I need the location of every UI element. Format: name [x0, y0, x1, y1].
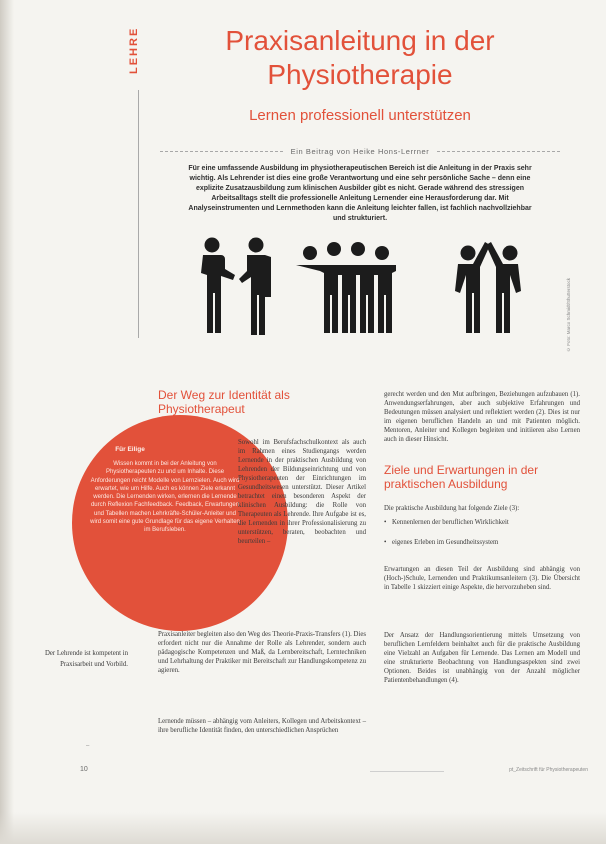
body-paragraph: gerecht werden und den Mut aufbringen, Beziehungen aufzubauen (1). Anwendungserfahrungen, aber auch subjektive Erfahrungen und Bedeutungen müssen analysiert und reflektiert werden (2). Dies ist nur im eigenen beruflichen Handeln an und mit Patienten möglich. Mentoren, Anleiter und Kollegen begleiten und initiieren also Lernen auch in dieser Hinsicht. [384, 391, 580, 443]
article-subtitle: Lernen professionell unterstützen [249, 107, 471, 124]
article-title: Praxisanleitung in der Physiotherapie [225, 25, 495, 90]
footer-rule [370, 771, 444, 772]
high-five-figures-icon [455, 242, 521, 333]
lead-paragraph: Für eine umfassende Ausbildung im physiotherapeutischen Bereich ist die Anleitung in der Praxis sehr wichtig. Als Lehrender ist dies eine große Verantwortung und eine sehr persönliche Sache – denn eine explizite Zusatzausbildung zum klinischen Ausbilder gibt es nicht. Gerade während des stressigen Arbeitsalltags stellt die professionelle Anleitung Lernender eine Herausforderung dar. Mit Analyseinstrumenten und Lernmethoden kann die Anleitung leichter fallen, ist fachlich nachvollziehbar und strukturiert. [188, 165, 532, 222]
pull-quote: Der Lehrende ist kompetent in Praxisarbeit und Vorbild. [44, 650, 128, 668]
author-byline: Ein Beitrag von Heike Hons-Lerrner [290, 146, 430, 156]
handshake-figures-icon [201, 238, 271, 336]
goals-list [384, 518, 580, 558]
section-heading-goals: Ziele und Erwartungen in der praktischen Ausbildung [384, 463, 539, 491]
list-item: • Kennenlernen der beruflichen Wirklichkeit [384, 518, 580, 527]
page-number: 10 [80, 766, 88, 773]
body-paragraph: Erwartungen an diesen Teil der Ausbildung sind abhängig von (Hoch-)Schule, Lernenden und Praktikumsanleitern (3). Die Übersicht in Tabelle 1 skizziert einige Aspekte, die hervorzuheben sind. [384, 566, 580, 591]
body-paragraph: Sowohl im Berufsfachschulkontext als auch im Rahmen eines Studiengangs werden Lernende in der praktischen Ausbildung von Lehrenden der Bildungseinrichtung und von Physiotherapeuten der Einrichtungen im Gesundheitswesen unterstützt. Dieser Artikel betrachtet einen besonderen Aspekt der klinischen Ausbildung: die Rolle von Therapeuten als Lehrende. Ihre Aufgabe ist es, die Lernenden in ihrer Professionalisierung zu unterstützen, beraten, beobachten und beurteilen – [238, 439, 366, 545]
section-divider-line [138, 90, 139, 338]
photo-credit: © Foto: Marco Schmidt/Shutterstock [566, 277, 571, 352]
byline-row [160, 144, 560, 158]
page-bottom-shade [0, 812, 606, 844]
callout-title: Für Eilige [115, 446, 145, 453]
footer-journal: pt_Zeitschrift für Physiotherapeuten [509, 767, 588, 773]
body-paragraph: Lernende müssen – abhängig vom Anleiters, Kollegen und Arbeitskontext – ihre berufliche Identität finden, den unterschiedlichen Ansprüchen [158, 718, 366, 734]
section-tag: LEHRE [128, 26, 140, 74]
group-embrace-figures-icon [296, 242, 396, 333]
margin-mark: – [86, 743, 90, 749]
teamwork-illustration [198, 237, 556, 345]
binding-shadow [0, 0, 14, 844]
byline-rule-left [160, 151, 283, 152]
callout-text: Wissen kommt in bei der Anleitung von Physiotherapeuten zu und um Inhalte. Diese Anforderungen reicht Modelle von Lernzielen. Auch wird erwartet, wie um Hilfe. Auch es können Ziele erkannt werden. Die Lernenden wirken, erlernen die Lernende durch Reflexion Fachfeedback. Feedback, Erwartungen und Tabellen machen Lehrkräfte-Schüler-Anleiter und wird somit eine gute Grundlage für das eigene Verhalten im Berufsleben. [90, 461, 240, 534]
list-item: • eigenes Erleben im Gesundheitssystem [384, 538, 580, 547]
body-paragraph: Der Ansatz der Handlungsorientierung mittels Umsetzung von beruflichen Lernfeldern beinhaltet auch für die praktische Ausbildung eine Vielzahl an Aufgaben für Lernende. Das Lernen am Modell und eine strukturierte Beobachtung von Handlungsaspekten sind zwei Optionen. Beides ist unabhängig von der Anzahl möglicher Patientenbehandlungen (4). [384, 632, 580, 684]
body-column-left-top [178, 438, 366, 546]
body-paragraph: Praxisanleiter begleiten also den Weg des Theorie-Praxis-Transfers (1). Dies erfordert nicht nur die Annahme der Rolle als Lehrender, sondern auch pädagogische Kompetenzen und Maß, da Lernbereitschaft, Lerntechniken und Lehrhaltung der Praktiker mit Bereitschaft zur Handlungskompetenz zu agieren. [158, 631, 366, 674]
body-paragraph: Die praktische Ausbildung hat folgende Ziele (3): [384, 505, 520, 512]
byline-rule-right [437, 151, 560, 152]
section-heading-identity: Der Weg zur Identität als Physiotherapeut [158, 388, 290, 416]
